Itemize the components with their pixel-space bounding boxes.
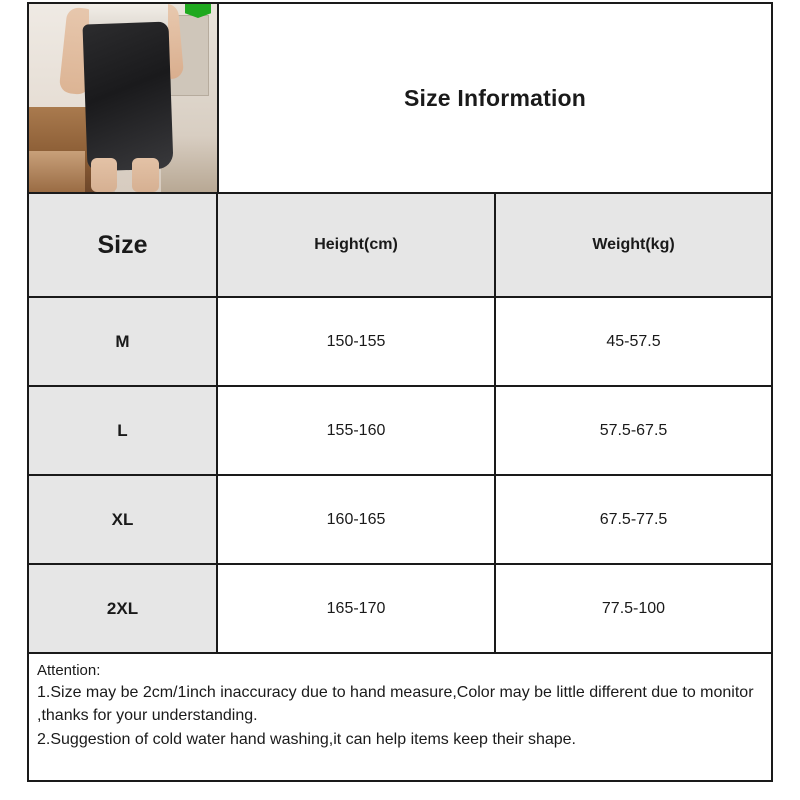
cell-size: L <box>29 386 217 475</box>
photo-wood-floor <box>29 151 85 192</box>
column-header-weight: Weight(kg) <box>495 194 771 297</box>
photo-model-leg-right <box>132 158 158 192</box>
size-chart-frame <box>27 2 773 782</box>
cell-size: 2XL <box>29 564 217 653</box>
cell-height: 165-170 <box>217 564 495 653</box>
cell-weight: 67.5-77.5 <box>495 475 771 564</box>
attention-block <box>29 654 771 780</box>
cell-height: 150-155 <box>217 297 495 386</box>
cell-weight: 77.5-100 <box>495 564 771 653</box>
attention-title: Attention: <box>37 662 101 679</box>
photo-model-leg-left <box>91 158 117 192</box>
cell-size: XL <box>29 475 217 564</box>
size-table <box>29 194 771 654</box>
attention-line-2: 2.Suggestion of cold water hand washing,it can help items keep their shape. <box>37 730 576 748</box>
cell-weight: 57.5-67.5 <box>495 386 771 475</box>
table-row <box>29 386 771 475</box>
table-row <box>29 297 771 386</box>
photo-black-skirt <box>83 21 175 171</box>
table-row <box>29 564 771 653</box>
product-photo <box>29 4 219 192</box>
table-header-row <box>29 194 771 297</box>
page-title: Size Information <box>403 84 587 111</box>
column-header-size: Size <box>29 194 217 297</box>
title-cell <box>219 4 771 192</box>
header-row <box>29 4 771 194</box>
cell-weight: 45-57.5 <box>495 297 771 386</box>
cell-size: M <box>29 297 217 386</box>
table-row <box>29 475 771 564</box>
attention-line-1: 1.Size may be 2cm/1inch inaccuracy due to hand measure,Color may be little different due to monitor ,thanks for your understanding. <box>37 684 754 725</box>
column-header-height: Height(cm) <box>217 194 495 297</box>
cell-height: 155-160 <box>217 386 495 475</box>
cell-height: 160-165 <box>217 475 495 564</box>
